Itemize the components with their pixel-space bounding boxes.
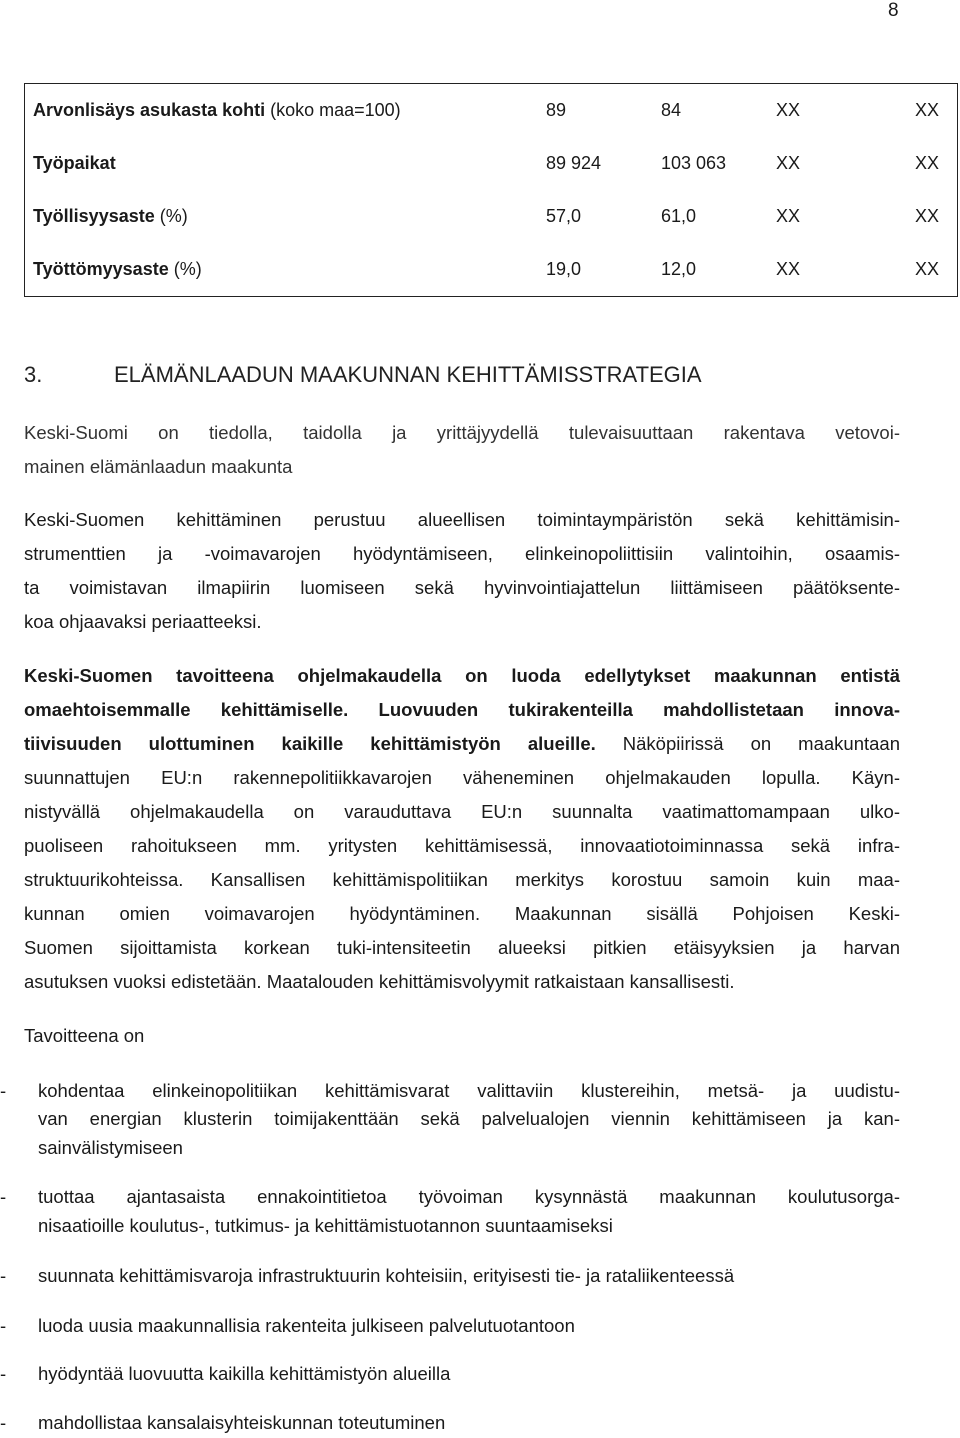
row-label: Työllisyysaste (%) (33, 206, 188, 226)
table-cell: XX (776, 206, 801, 226)
table-cell: 103 063 (661, 153, 727, 173)
table-row (25, 243, 958, 297)
vision-line: mainen elämänlaadun maakunta (24, 456, 293, 477)
table-row (25, 137, 958, 190)
table-cell: XX (915, 259, 940, 279)
table-cell: XX (776, 100, 801, 120)
paragraph-line: kunnan omien voimavarojen hyödyntäminen. Maakunnan sisällä Pohjoisen Keski- (24, 903, 900, 924)
paragraph-line: suunnattujen EU:n rakennepolitiikkavarojen väheneminen ohjelmakauden lopulla. Käyn- (24, 767, 900, 788)
table-cell: XX (915, 153, 940, 173)
list-bullet: - (0, 1315, 7, 1336)
list-item: hyödyntää luovuutta kaikilla kehittämistyön alueilla (38, 1363, 451, 1384)
table-cell: 57,0 (546, 206, 582, 226)
table-cell: 89 (546, 100, 567, 120)
paragraph-line: Keski-Suomen kehittäminen perustuu alueellisen toimintaympäristön sekä kehittämisin- (24, 509, 900, 530)
paragraph-line: Suomen sijoittamista korkean tuki-intensiteetin alueeksi pitkien etäisyyksien ja harvan (24, 937, 900, 958)
row-label: Työpaikat (33, 153, 116, 173)
list-bullet: - (0, 1265, 7, 1286)
table-cell: 61,0 (661, 206, 697, 226)
paragraph-line: asutuksen vuoksi edistetään. Maatalouden kehittämisvolyymit ratkaistaan kansallisesti. (24, 971, 735, 992)
goals-intro: Tavoitteena on (24, 1025, 145, 1046)
paragraph-line: strumenttien ja -voimavarojen hyödyntämiseen, elinkeinopoliittisiin valintoihin, osaamis- (24, 543, 900, 564)
paragraph-line: ta voimistavan ilmapiirin luomiseen sekä hyvinvointiajattelun liittämiseen päätöksente- (24, 577, 900, 598)
paragraph-line: struktuurikohteissa. Kansallisen kehittämispolitiikan merkitys korostuu samoin kuin maa- (24, 869, 900, 890)
list-bullet: - (0, 1080, 7, 1101)
paragraph-line: omaehtoisemmalle kehittämiselle. Luovuuden tukirakenteilla mahdollistetaan innova- (24, 699, 900, 720)
table-row (25, 190, 958, 243)
list-item: mahdollistaa kansalaisyhteiskunnan toteutuminen (38, 1412, 446, 1433)
list-item-line: sainvälistymiseen (38, 1137, 183, 1158)
table-cell: XX (776, 153, 801, 173)
list-item-line: nisaatioille koulutus-, tutkimus- ja kehittämistuotannon suuntaamiseksi (38, 1215, 613, 1236)
list-bullet: - (0, 1186, 7, 1207)
table-cell: XX (915, 100, 940, 120)
list-bullet: - (0, 1363, 7, 1384)
table-cell: XX (776, 259, 801, 279)
row-label: Arvonlisäys asukasta kohti (koko maa=100) (33, 100, 401, 120)
list-item: suunnata kehittämisvaroja infrastruktuurin kohteisiin, erityisesti tie- ja rataliikenteessä (38, 1265, 735, 1286)
list-item-line: tuottaa ajantasaista ennakointitietoa työvoiman kysynnästä maakunnan koulutusorga- (38, 1186, 900, 1207)
paragraph-line: tiivisuuden ulottuminen kaikille kehittämistyön alueille. Näköpiirissä on maakuntaan (24, 733, 900, 754)
section-heading (24, 362, 702, 388)
paragraph-line: Keski-Suomen tavoitteena ohjelmakaudella on luoda edellytykset maakunnan entistä (24, 665, 900, 686)
paragraph-line: nistyvällä ohjelmakaudella on varauduttava EU:n suunnalta vaatimattomampaan ulko- (24, 801, 900, 822)
list-bullet: - (0, 1412, 7, 1433)
table-cell: 89 924 (546, 153, 602, 173)
list-item-line: kohdentaa elinkeinopolitiikan kehittämisvarat valittaviin klustereihin, metsä- ja uudistu- (38, 1080, 900, 1101)
list-item-line: van energian klusterin toimijakenttään sekä palvelualojen viennin kehittämiseen ja kan- (38, 1108, 900, 1129)
row-label: Työttömyysaste (%) (33, 259, 202, 279)
paragraph-line: koa ohjaavaksi periaatteeksi. (24, 611, 262, 632)
section-number: 3. (24, 362, 43, 387)
paragraph-line: puoliseen rahoitukseen mm. yritysten kehittämisessä, innovaatiotoiminnassa sekä infra- (24, 835, 900, 856)
page-number: 8 (888, 0, 899, 21)
table-cell: 19,0 (546, 259, 582, 279)
table-cell: 84 (661, 100, 682, 120)
table-cell: 12,0 (661, 259, 697, 279)
section-title: ELÄMÄNLAADUN MAAKUNNAN KEHITTÄMISSTRATEGIA (114, 362, 702, 387)
statistics-table (24, 83, 958, 297)
vision-line: Keski-Suomi on tiedolla, taidolla ja yrittäjyydellä tulevaisuuttaan rakentava vetovoi- (24, 422, 900, 443)
list-item: luoda uusia maakunnallisia rakenteita julkiseen palvelutuotantoon (38, 1315, 575, 1336)
table-row (25, 84, 958, 138)
table-cell: XX (915, 206, 940, 226)
